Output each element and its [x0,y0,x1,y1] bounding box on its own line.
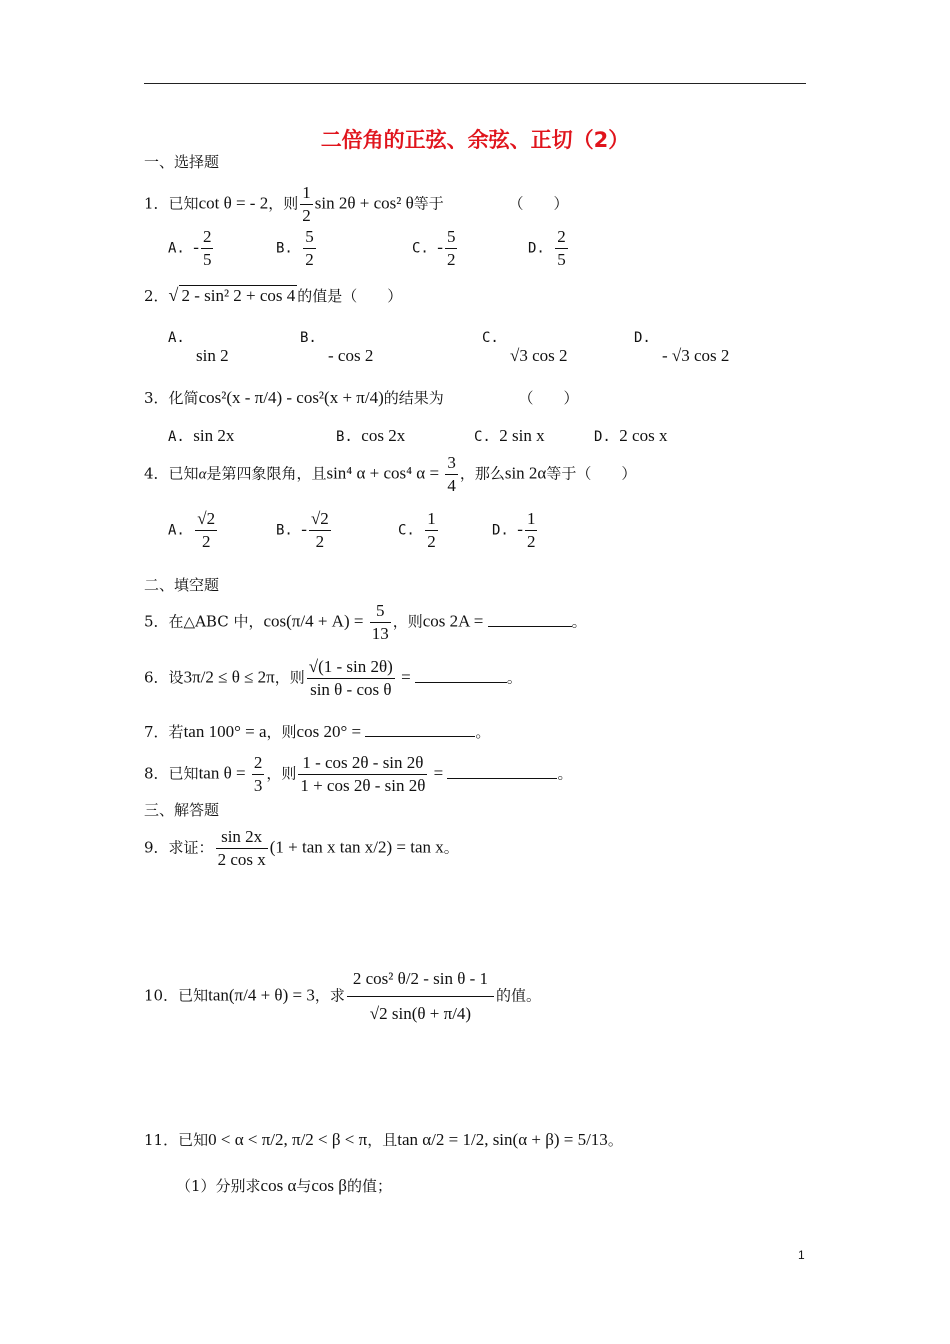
q1-option-a: A. - $\frac{2}{5}$ [168,227,212,269]
q1-option-c: C. - $\frac{5}{2}$ [412,227,456,269]
q2-radicand: 2 - sin² 2 + cos 4 [181,286,296,305]
q3-expression: cos²(x - π/4) - cos²(x + π/4) [198,388,384,407]
q2-option-a: A. sin 2 [168,330,229,365]
q1-option-d: D. $\frac{2}{5}$ [528,227,566,269]
q4-option-a: A. $\frac{√2}{2}$ [168,509,216,551]
q4-fraction: $\frac{3}{4}$ [447,453,456,495]
q1-expression: sin 2θ + cos² θ [314,193,414,213]
q1-condition: cot θ = - 2 [198,193,269,213]
q2-option-c: C. √3 cos 2 [482,330,568,365]
q11-condition: 0 < α < π/2, π/2 < β < π [208,1130,368,1149]
answer-paren: （ ） [518,389,579,407]
q8-condition-fraction: $\frac{2}{3}$ [253,753,263,795]
question-2: 2．√ 2 - sin² 2 + cos 4 的值是（ ） [144,285,403,305]
q4-option-b: B. - $\frac{√2}{2}$ [276,509,329,551]
q4-option-d: D. - $\frac{1}{2}$ [492,509,536,551]
q3-option-c: C. 2 sin x [474,426,545,445]
question-1: 1．已知cot θ = - 2，则 $\frac{1}{2}$ sin 2θ + cos² θ等于 （ ） [144,183,569,225]
page-title: 二倍角的正弦、余弦、正切（2） [320,128,630,152]
sqrt-sign: √ [168,285,179,305]
question-4: 4．已知α是第四象限角，且sin⁴ α + cos⁴ α = $\frac{3}{4}$ ，那么sin 2α等于（ ） [144,453,637,495]
q5-expression: cos(π/4 + A) [263,611,350,631]
section-heading-fill: 二、填空题 [144,576,220,594]
section-heading-solve: 三、解答题 [144,801,220,819]
q3-option-b: B. cos 2x [336,426,406,445]
question-8: 8．已知tan θ = $\frac{2}{3}$ ，则 $\frac{1 - \cos 2\theta - \sin 2\theta}{1 + \cos 2\theta - \sin 2\theta}$ = 。 [144,753,573,795]
q4-expression: sin⁴ α + cos⁴ α [326,463,426,483]
q3-option-a: A. sin 2x [168,426,235,445]
answer-blank[interactable] [447,778,557,779]
q6-fraction: $\frac{√(1 - \sin 2\theta)}{\text{sin θ - cos θ}}$ [308,657,393,699]
q11-condition-2: tan α/2 = 1/2, sin(α + β) = 5/13 [397,1130,608,1149]
q6-condition: 3π/2 ≤ θ ≤ 2π [183,667,275,687]
answer-blank[interactable] [488,626,572,627]
q9-expression: (1 + tan x tan x/2) = tan x [269,837,444,857]
q7-condition: tan 100° = a [183,722,267,741]
question-11-part-1: （1）分别求cos α与cos β的值； [176,1176,392,1195]
q10-condition: tan(π/4 + θ) = 3 [208,985,315,1005]
question-10: 10．已知tan(π/4 + θ) = 3，求 $\frac{\text{2 cos² θ/2 - sin θ - 1}}{√2 \sin(\theta + \pi/4)}$ 的值。 [144,962,541,1031]
q5-fraction: $\frac{5}{13}$ [371,601,389,643]
question-6: 6．设3π/2 ≤ θ ≤ 2π，则 $\frac{√(1 - \sin 2\theta)}{\text{sin θ - cos θ}}$ = 。 [144,657,522,699]
question-11: 11．已知0 < α < π/2, π/2 < β < π，且tan α/2 = 1/2, sin(α + β) = 5/13。 [144,1130,623,1149]
answer-blank[interactable] [365,736,475,737]
question-7: 7．若tan 100° = a，则cos 20° = 。 [144,722,491,741]
q3-option-d: D. 2 cos x [594,426,668,445]
q8-fraction: $\frac{1 - \cos 2\theta - \sin 2\theta}{1 + \cos 2\theta - \sin 2\theta}$ [300,753,426,795]
q2-option-d: D. - √3 cos 2 [634,330,730,365]
section-heading-choice: 一、选择题 [144,153,220,171]
page-number: 1 [798,1248,805,1262]
q1-option-b: B. $\frac{5}{2}$ [276,227,314,269]
q9-fraction: $\frac{\sin 2x}{\text{2 cos x}}$ [217,827,266,869]
answer-blank[interactable] [415,682,507,683]
answer-paren: （ ） [508,194,569,213]
q4-option-c: C. $\frac{1}{2}$ [398,509,436,551]
question-9: 9．求证： $\frac{\sin 2x}{\text{2 cos x}}$ (1 + tan x tan x/2) = tan x。 [144,827,459,869]
q1-fraction: $\frac{1}{2}$ [302,183,311,225]
header-rule [144,83,806,84]
question-5: 5．在△ABC 中，cos(π/4 + A) = $\frac{5}{13}$ ，则cos 2A = 。 [144,601,587,643]
question-3: 3．化简cos²(x - π/4) - cos²(x + π/4)的结果为 （ ） [144,388,579,407]
q10-fraction: $\frac{\text{2 cos² θ/2 - sin θ - 1}}{√2 \sin(\theta + \pi/4)}$ [347,962,494,1031]
q2-option-b: B. - cos 2 [300,330,374,365]
